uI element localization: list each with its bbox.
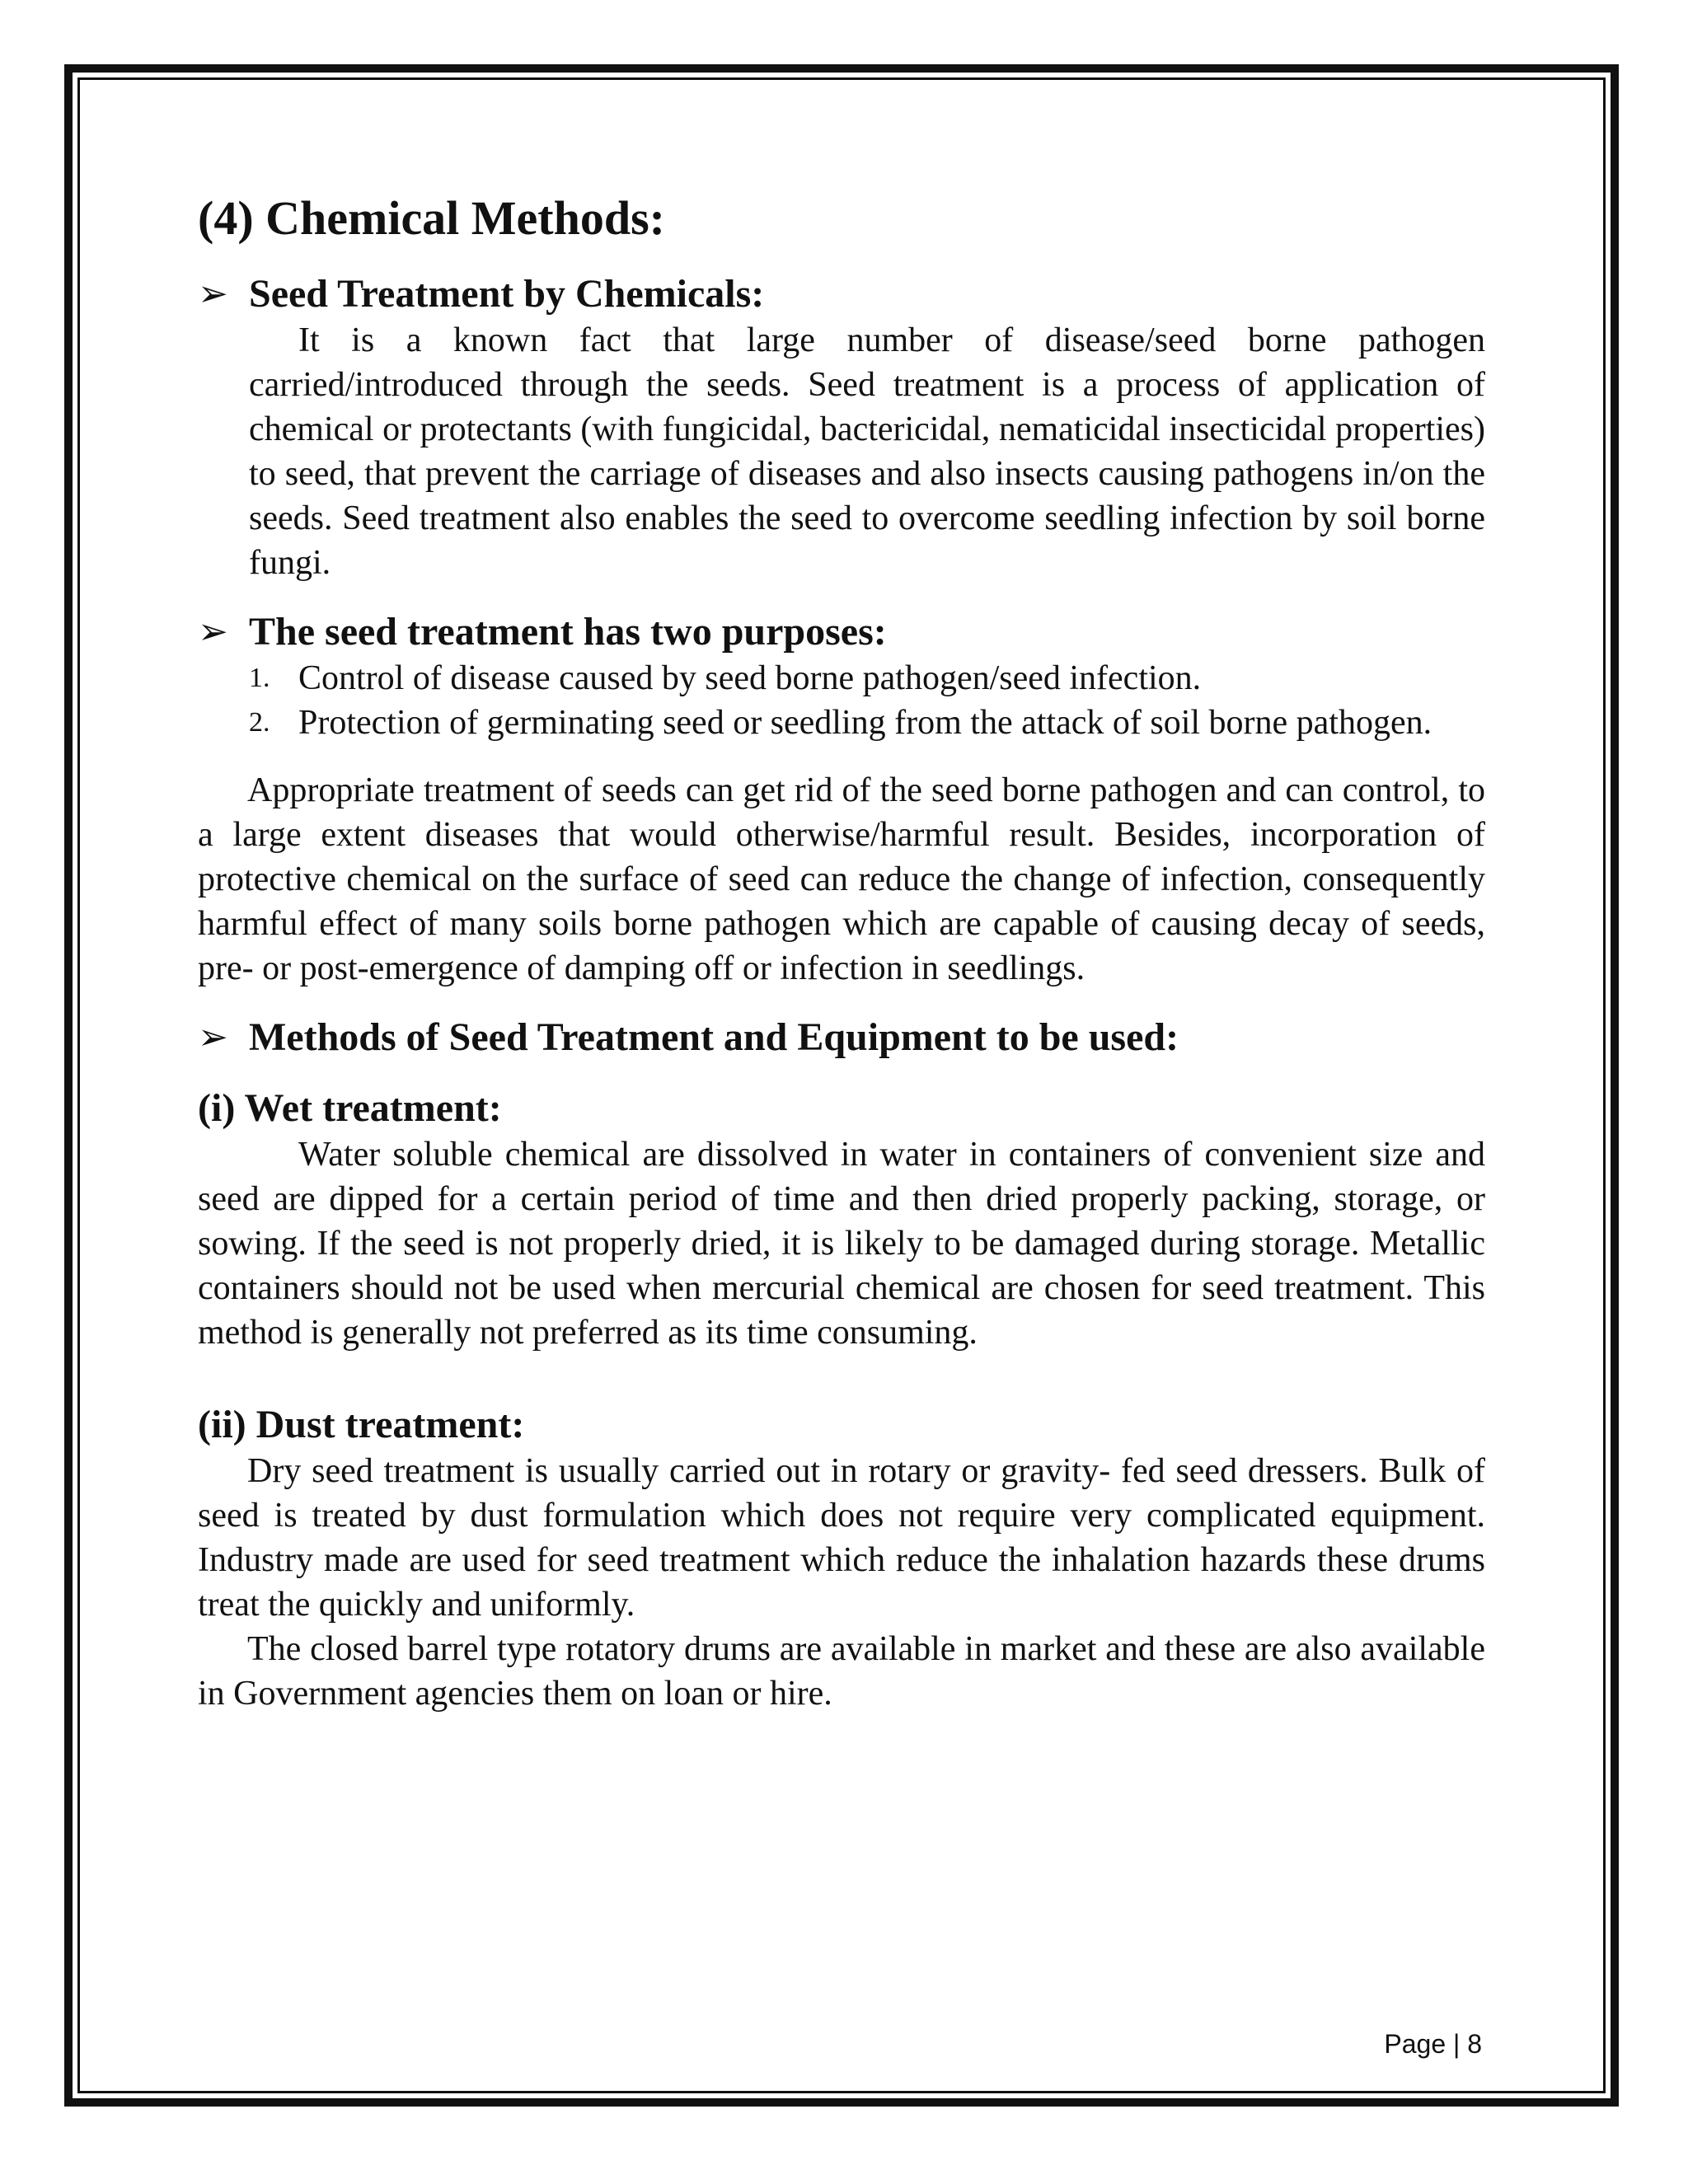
- wet-treatment-section: [198, 1085, 1485, 1355]
- list-item: [249, 656, 1485, 701]
- list-item-text: Protection of germinating seed or seedling from the attack of soil borne pathogen.: [298, 704, 1432, 742]
- seed-treatment-heading-text: Seed Treatment by Chemicals:: [249, 272, 765, 316]
- arrow-bullet-icon: ➢: [198, 612, 228, 652]
- dust-treatment-paragraph-1: Dry seed treatment is usually carried out in rotary or gravity- fed seed dressers. Bulk of seed is treated by dust formulation which does not require very complicated equipment. Industry made are used for seed treatment which reduce the inhalation hazards these drums treat the quickly and uniformly.: [198, 1452, 1485, 1624]
- wet-treatment-heading: (i) Wet treatment:: [198, 1086, 502, 1130]
- purposes-section: [198, 608, 1485, 991]
- seed-treatment-section: [198, 270, 1485, 585]
- wet-treatment-paragraph: Water soluble chemical are dissolved in water in containers of convenient size and seed are dipped for a certain period of time and then dried properly packing, storage, or sowing. If the seed is not properly dried, it is likely to be damaged during storage. Metallic containers should not be used when mercurial chemical are chosen for seed treatment. This method is generally not preferred as its time consuming.: [198, 1136, 1485, 1352]
- arrow-bullet-icon: ➢: [198, 274, 228, 314]
- seed-treatment-paragraph: It is a known fact that large number of disease/seed borne pathogen carried/introduced through the seeds. Seed treatment is a process of application of chemical or protectants (with fungicidal, bactericidal, nematicidal insecticidal properties) to seed, that prevent the carriage of diseases and also insects causing pathogens in/on the seeds. Seed treatment also enables the seed to overcome seedling infection by soil borne fungi.: [249, 321, 1485, 582]
- purposes-heading: [198, 608, 1485, 656]
- list-item-number: 2.: [249, 707, 270, 738]
- page-content: [198, 190, 1485, 1716]
- purposes-paragraph: Appropriate treatment of seeds can get rid of the seed borne pathogen and can control, to a large extent diseases that would otherwise/harmful result. Besides, incorporation of protective chemical on the surface of seed can reduce the change of infection, consequently harmful effect of many soils borne pathogen which are capable of causing decay of seeds, pre- or post-emergence of damping off or infection in seedlings.: [198, 771, 1485, 987]
- seed-treatment-heading: [198, 270, 1485, 318]
- methods-heading-text: Methods of Seed Treatment and Equipment to be used:: [249, 1015, 1179, 1059]
- seed-treatment-body: [198, 318, 1485, 585]
- list-item-number: 1.: [249, 663, 270, 693]
- methods-heading: [198, 1014, 1485, 1062]
- section-title: (4) Chemical Methods:: [198, 191, 666, 245]
- dust-treatment-heading: (ii) Dust treatment:: [198, 1403, 525, 1446]
- dust-treatment-paragraph-2: The closed barrel type rotatory drums are available in market and these are also available in Government agencies them on loan or hire.: [198, 1630, 1485, 1713]
- purposes-heading-text: The seed treatment has two purposes:: [249, 610, 887, 654]
- dust-treatment-section: [198, 1401, 1485, 1716]
- list-item: [249, 701, 1485, 745]
- arrow-bullet-icon: ➢: [198, 1017, 228, 1057]
- purposes-list: [198, 656, 1485, 745]
- page-number: Page | 8: [1384, 2029, 1482, 2059]
- list-item-text: Control of disease caused by seed borne pathogen/seed infection.: [298, 659, 1202, 697]
